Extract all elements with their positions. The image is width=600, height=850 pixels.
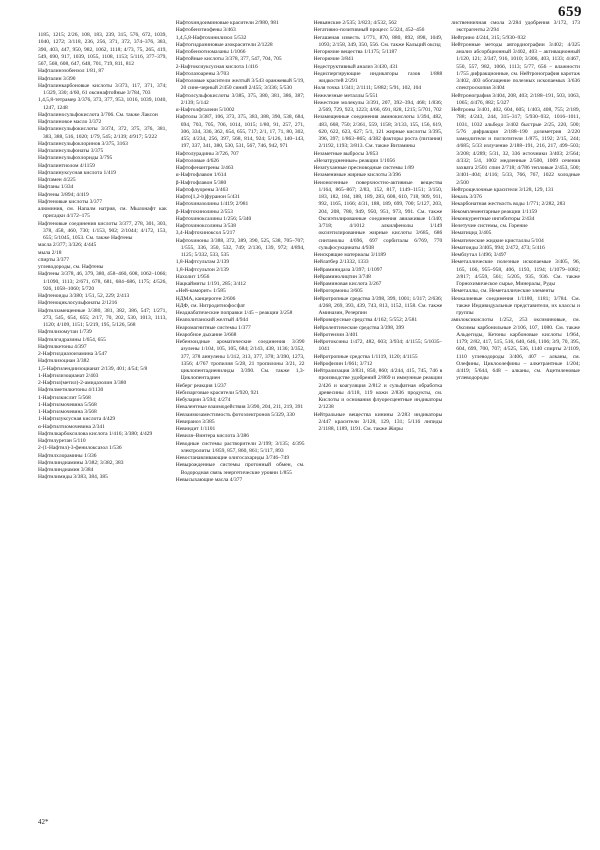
index-entry: 1-Нафтилмочевина 3/568: [38, 409, 97, 415]
index-entry: НДФ, см. Нитродитиофосфат: [175, 302, 246, 309]
index-entry: Нейротропные средства 3/398, 399, 1001; 1/317; 2/636; 4/268, 269, 393, 439, 743, 813, 1152, 1158. См. также Аминазин, Резерпин: [313, 295, 443, 316]
index-entry: Неаробное дыхание 3/668: [175, 331, 237, 338]
index-entry: Нафталинсульфохлориды 3/795: [38, 155, 113, 162]
index-entry: Неаполитанский желтый 4/944: [175, 317, 248, 324]
index-entry: Нейротоксины 1/472, 482, 603; 3/934; 4/1155; 5/1035–1041: [313, 339, 443, 353]
index-entry: Нафтеноиды 3/380; 1/51, 52, 229; 2/413: [38, 293, 130, 299]
index-entry: Нафтилзамещенные 3/380, 381, 382, 386, 547; 1/271, 273, 545, 654, 655; 2/17, 70, 202, 530, 1013, 1113, 1120; 4/109, 1151; 5/219, 195, 5/126, 568: [38, 307, 167, 328]
index-entry: Нафталинэзобензол 1/81, 87: [38, 68, 104, 75]
index-entry: Нафтохиндоиминовые красители 2/980, 981: [175, 20, 279, 26]
index-entry: Невираиоз 3/385: [175, 418, 215, 425]
index-entry: Невалентные взаимодействия 3/390, 204, 211, 219, 391: [175, 404, 304, 411]
index-entry: Некомплементарные реакции 1/1159: [451, 208, 537, 215]
index-entry: Нейтрино 4/244, 315; 5/930–932: [451, 34, 526, 41]
index-column-3: [314, 20, 443, 808]
index-entry: Нафтофлуорены 3/463: [175, 186, 229, 193]
index-entry: α-Нафтилтиомочевина 2/341: [38, 423, 105, 430]
index-entry: Нейтрализация 3/831, 850, 860; 4/244, 415, 745, 746 в производстве удобрений 2/869 и иммунные реакции 2/426 и коагуляция 2/812 и сульфатная обработка древесины 4/118, 119 кожи 2/836 продукты, см. Кислоты и основания флуоресцентные индикаторы 2/1238: [313, 368, 443, 411]
index-entry: Незатуханные пресноводные системы 1/89: [313, 165, 414, 171]
index-entry: Нейтронные методы автордиографии 3/402; 4/325 анализ абсорбционный 3/402, 403 – активационный 1/120, 121; 2/347, 916, 1010; 3/306, 403, 1133; 4/467, 550, 557, 982, 1066, 1113; 5/77, 656 – влажности 1/755 дифракционные, см. Нейтронография каротаж 3/402, 403 обогащение полезных ископаемых 3/636 спектроскопия 3/404: [451, 41, 580, 92]
index-entry: Небензоидные ароматические соединения 3/390 азулены 1/104, 105, 105, 684; 2/143, 438, 1136; 3/352, 377, 378 аннулены 1/312, 313, 377, 378; 3/390, 1273, 1356; 4/767 тропилия 5/28, 21 тропилоны 3/21, 22 циклопентадиенилиды 3/390. См. также 1,3-Циклопентадиен: [175, 339, 305, 382]
index-entry: Нафтилиндиамины 3/382; 3/382, 383: [38, 459, 124, 466]
index-entry: Невысыхающие масла 4/377: [175, 476, 243, 483]
index-entry: 1-Нафтилуксусная кислота 4/429: [38, 416, 116, 423]
index-entry: Нейраминидаза 3/397; 1/1097: [313, 266, 383, 273]
index-entry: Нейтроны 3/401, 402, 604, 605; 1/403, 408, 755; 2/189, 788; 4/243, 244, 315–317; 5/930–932, 1016–1011, 1031, 1032 альбедо 3/402 быстрые 2/25, 220, 500; 5/76 дифракция 2/188–190 дозиметрия 2/220 замедлители и поглотители 1/875, 1192; 2/15, 244; 4/685; 5/33 излучение 2/188–191, 216, 217, 499–503; 3/208; 4/289; 5/31, 32, 336 источники 3/403; 2/564; 4/332; 5/4, 1002 медленные 2/500, 1009 сечения захвата 2/501 спин 2/718; 4/786 тепловые 2/453, 500; 3/401–404; 4/116; 5/33, 766, 767, 1022 холодные 2/500: [451, 107, 580, 186]
index-entry: алюминия, см. Напалм натрия, см. Мылонафт как присадки 4/172–175: [38, 206, 167, 220]
index-entry: Нафтилимиды 3/383, 384, 385: [38, 474, 108, 481]
index-entry: Нафтеновые соединения кислоты 3/377, 278, 301, 303, 378, 458, 460, 730; 1/153, 902; 2/1044; 4/172, 153, 655; 5/1045, 1053. См. также Нафтены: [38, 220, 167, 241]
index-entry: Нафталинсульфонаты 3/375: [38, 148, 104, 154]
index-entry: 1,8-Нафтсультам 2/139: [175, 259, 230, 266]
index-entry: Нафтилгидразины 1/654, 655: [38, 336, 106, 343]
index-entry: Нафтилхлорамины 1/336: [38, 452, 97, 459]
index-entry: мыла 2/18: [38, 249, 62, 256]
index-entry: Нейрогормоны 3/605: [313, 288, 363, 295]
index-entry: Нафто[1,2-b]фуранон 5/431: [175, 194, 240, 200]
index-entry: α-Нафтофлавон 1/614: [175, 172, 227, 179]
index-entry: амилоксикислоты 1/252, 253 оксиминовые, см. Оксимы карбонильные 2/106, 107, 1080. См. также Альдегиды, Кетоны карбоновые кислоты 1/964, 1179; 2/82, 417, 515, 516, 640, 646, 1106; 3/9, 70, 395, 604, 699, 700, 707; 4/525, 536, 1140 спирты 2/1109, 1110 углеводороды 3/406, 407 – алканы, см. Олефины, Циклоолефины – алкетрантные 1/204; 4/419; 5/644, 648 – алканы, см. Ацетиленовые углеводороды: [451, 317, 580, 382]
index-entry: Неметаллы, см. Неметаллические элементы: [451, 288, 555, 295]
index-entry: β-Нафтохинолины 2/553: [175, 208, 233, 215]
index-entry: Некаль 3/376: [451, 194, 482, 200]
index-entry: Негорючие 3/841: [313, 56, 354, 63]
index-entry: Нафталиновое масло 3/372: [38, 119, 102, 125]
page-number: 659: [558, 4, 582, 20]
index-entry: 1185, 1215; 2/26, 108, 183, 239, 315, 576, 672, 1039, 1040, 1272; 3/118, 236, 256, 371, 372, 374–376, 383, 390, 403, 447, 950, 982, 1062, 1118; 4/73, 75, 265, 419, 549, 690, 917, 1039, 1055, 1108, 1153; 5/116, 377–379, 567, 568, 608, 647, 648, 701, 719, 811, 812: [38, 32, 167, 67]
index-entry: Нейлатбер 2/1332, 1333: [313, 259, 369, 266]
index-entry: Нафтилизомутан 1/739: [38, 329, 92, 336]
index-entry: Нафтогидразиновые азокрасители 2/1228: [175, 41, 273, 48]
index-entry: Неискрящие материалы 3/1189: [313, 252, 386, 258]
index-entry: Нафталинсульфоклоринов 3/375, 3163: [38, 140, 128, 147]
index-entry: Нейтральные вещества кинины 2/283 индикаторы 2/447 красители 3/128, 129, 131; 5/116 липиды 2/1188, 1189, 1191. См. также Жиры: [313, 411, 443, 432]
index-column-1: [38, 20, 167, 808]
index-entry: Недиспергирующие индикаторы газов 1/888 жидкостей 2/291: [313, 70, 443, 84]
index-entry: Нафтофенантрены 3/463: [175, 165, 234, 171]
index-entry: Негашеная известь 1/771, 870, 880, 892, 898, 1049, 1093; 2/158, 349, 350, 556. См. также Кальций оксид: [313, 34, 443, 48]
index-entry: Невзаимозаместимость фотоэлектронов 5/329, 330: [175, 411, 295, 418]
index-entry: Нафтены 3/894; 4/419: [38, 191, 89, 198]
index-entry: Нейротропные средства 1/1119, 1120; 4/1155: [313, 353, 418, 360]
index-entry: 1-Нафтилкислит 5/568: [38, 394, 91, 401]
index-entry: Нафтамен 4/225: [38, 177, 76, 183]
index-entry: Нейротензин 3/401: [313, 331, 359, 338]
index-entry: Невиндит 1/1101: [175, 426, 216, 432]
index-entry: Нафтаны 1/334: [38, 184, 74, 191]
index-entry: α-Нафтолфталеин 5/1002: [175, 107, 235, 113]
index-entry: Небизарговые красители 5/920, 921: [175, 389, 259, 396]
index-entry: Нафтохиназолины 1/419; 2/981: [175, 201, 249, 208]
index-entry: Нафтилкарбоксилова кислота 1/416; 3/380; 4/429: [38, 430, 153, 437]
index-columns: [38, 20, 580, 808]
index-entry: Нематицид 3/405: [451, 230, 492, 237]
index-entry: Неионогенные поверхностно-активные вещества 1/164, 865–867; 2/83, 152, 817, 1149–1151; 3/150, 183, 182, 184, 188, 189, 283, 608, 610, 718, 909, 911, 992, 1165, 1166; 4/31, 188, 189, 699, 700; 5/127, 203, 204, 208, 780, 949, 950, 951, 973, 991. См. также Оксиэтилированные соединения авиаживые 1/340; 3/718; 4/1012 алкилфенолы 1/149 оксиэтилированные жирные кислоты 3/685, 686 синтанолы 4/696, 697 сорбиталы 6/769, 770 сульфосукцинаты 4/938: [313, 179, 443, 251]
index-entry: Незаметные выбросы 3/853: [313, 150, 379, 157]
index-entry: Нафтилкетоны 4/397: [38, 343, 87, 350]
index-entry: Невьянские 2/535; 3/823; 4/532, 562: [313, 20, 397, 26]
index-entry: Нафтолсульфокислоты 3/385, 375, 380, 381, 386, 387; 2/139; 5/142: [175, 92, 305, 106]
index-entry: Нафтолурадины 3/726, 707: [175, 150, 239, 157]
index-entry: Немблутал 1/496; 3/497: [451, 252, 507, 258]
index-entry: Нафтилметилкетоны 4/1130: [38, 387, 104, 394]
index-entry: Нафтены 3/378, 46, 379, 380, 458–460, 608, 1062–1066; 1/1090, 1113; 2/671, 678, 681, 684–686, 1175; 4/526, 926, 1058–1060; 5/720: [38, 271, 167, 292]
index-entry: «Ней-каморит» 1/585: [175, 288, 226, 295]
index-entry: Нелетучие системы, см. Горение: [451, 223, 528, 229]
index-entry: Нематоиды 3/405, 994; 2/472, 473; 5/416: [451, 244, 545, 251]
index-entry: Нейраминолицтин 3/748: [313, 273, 371, 280]
index-entry: «Незатрудненные» реакции 1/1056: [313, 157, 395, 164]
index-entry: Нейтронография 3/404, 208, 403; 2/188–191, 503, 1063, 1065; 4/476, 882; 5/327: [451, 92, 580, 106]
index-entry: 1-Нафтилизоцианат 2/403: [38, 372, 99, 379]
index-entry: Неокалиевые соединения 1/1180, 1181; 3/784. См. также Индивидуальные представители, их классы и группы: [451, 295, 580, 316]
index-entry: Негативно-позитивный процесс 5/324, 452–456: [313, 27, 425, 34]
index-entry: Ноля точка 1/341; 2/1111; 5/882; 5/91, 102, 104: [313, 85, 422, 92]
index-entry: Нафтойные кислоты 3/378, 377, 547, 704, 705: [175, 56, 282, 63]
index-entry: Нафталинсульфокислоты 3/374, 372, 375, 376, 381, 383, 388, 516, 1020; 1/79, 545; 2/139; 4/917; 5/222: [38, 126, 167, 140]
index-entry: Нафталин 3/390: [38, 75, 76, 82]
index-entry: Нафталинкарбоновые кислоты 3/373, 117, 371, 374; 1/329, 330; 4/60, 61 оксинафтойные 3/784, 703: [38, 82, 167, 96]
index-entry: 1-Нафтилмочевина 5/568: [38, 401, 97, 408]
index-entry: Нафтобензтиофены 3/463: [175, 27, 236, 34]
index-entry: 1,5-Нафтилендиизоцианат 2/139, 401; 4/54; 5/8: [38, 365, 148, 372]
index-entry: 2-Нафтил(метил)-2-амидазолин 3/380: [38, 380, 127, 386]
index-entry: Незаменимые жирные кислоты 3/396: [313, 172, 401, 179]
index-column-2: [176, 20, 305, 808]
index-entry: Нафталинтиолом 4/1159: [38, 162, 95, 169]
index-entry: 2-Нафтоксиуксусная кислота 1/416: [175, 63, 258, 70]
index-entry: Нахолит 1/956: [175, 273, 210, 280]
index-entry: Незамещенные соединения аминокислоты 1/394, 482, 483, 668, 750; 2/361, 559, 1158; 3/133, 155, 156, 619, 620, 622, 623, 627; 5/1, 121 жирные кислоты 3/395, 396, 397; 1/863–865; 4/382 факторы роста (питания) 2/1192, 1193; 3/813. См. также Витамины: [313, 114, 443, 150]
index-entry: Нафтохиноксалины 1/256; 5/340: [175, 215, 252, 222]
index-entry: Неаромагнитные системы 1/377: [175, 324, 251, 331]
index-entry: Некарбонатная жесткость воды 1/771; 2/282, 283: [451, 201, 566, 208]
index-entry: НДМА, канцероген 2/606: [175, 295, 236, 302]
index-entry: спирты 3/377: [38, 256, 70, 263]
index-entry: 1,8-Нафтсультон 2/139: [175, 266, 229, 273]
index-entry: Нафтилиндиамин 3/384: [38, 467, 94, 473]
index-entry: Неметаллические полезные ископаемые 3/405, 96, 165, 166, 955–958, 406, 1193, 1194; 1/1079–1082; 2/817; 4/559, 561; 5/205, 935, 936. См. также Горнохимическое сырье, Минералы, Руды: [451, 259, 580, 287]
index-entry: Нафтоловые 4/626: [175, 157, 219, 164]
index-entry: Неадиабатические поправки 1/45 – реакции 3/258: [175, 310, 293, 316]
index-entry: 1,4,5,8-тетрамер 3/376, 373, 377, 953, 1016, 1039, 1040, 1247, 1248: [38, 97, 167, 111]
index-entry: углеводороды, см. Нафтены: [38, 264, 104, 270]
index-entry: Нейровирусные средства 4/162; 5/552; 2/581: [313, 317, 418, 324]
index-entry: 1,4,5,8-Нафтохинилизол 5/532: [175, 34, 247, 41]
index-entry: Нейтрощелочные красители 3/128, 129, 131: [451, 186, 554, 193]
index-entry: Нафтобензотиомазаны 1/1066: [175, 49, 246, 55]
index-entry: Нафтеноциклосульфонаты 2/1216: [38, 300, 118, 307]
index-entry: Нафтеновые кислоты 3/377: [38, 198, 103, 205]
index-entry: Нематические жидкие кристаллы 5/104: [451, 237, 544, 244]
index-entry: Нафтилуретан 5/110: [38, 438, 86, 444]
index-entry: Невырожденные системы протонный обмен, см. Водородная связь энергетические уровни 1/855: [175, 462, 305, 476]
index-entry: Негорючие вещества 1/1175; 5/1187: [313, 49, 398, 55]
index-entry: Небуларин 3/594; 4/274: [175, 397, 231, 403]
index-entry: Нежесткие молекулы 3/391, 207, 392–394, 468; 1/836; 2/569, 729, 923, 1223; 4/66, 691, 828, 1215; 5/701, 702: [313, 99, 443, 113]
index-entry: Нафталинуксусная кислота 1/419: [38, 169, 116, 176]
index-entry: Нежелезные металлы 5/551: [313, 92, 378, 99]
index-entry: Нафтолазоарены 3/703: [175, 70, 229, 77]
index-entry: Нейраминовая кислота 3/267: [313, 281, 382, 287]
index-entry: Нафтолы 3/387, 106, 373, 375, 383, 388, 390, 538, 684, 694, 703, 705, 706, 1014, 1015; 1/80, 91, 257, 271, 306, 334, 336, 362, 654, 655, 717; 2/1, 17, 71, 80, 302, 455; 4/234, 256, 397, 568, 814, 924; 5/126, 140–143, 197, 337, 341, 380, 530, 531, 567, 746, 942, 971: [175, 114, 305, 150]
index-entry: масла 2/377; 3/326; 4/445: [38, 242, 97, 249]
index-entry: Нацкаймиты 1/191, 285; 3/412: [175, 281, 246, 287]
index-entry: Неберг реакция 1/237: [175, 382, 227, 389]
index-entry: лиственничная смола 2/284 удобрения 3/172, 173 экстрагенты 2/294: [451, 20, 580, 34]
index-entry: Невиля–Винтера кислота 3/386: [175, 433, 249, 440]
index-entry: Неконкурентные ингибиторы 2/434: [451, 215, 535, 222]
index-entry: Нейролептические средства 3/398, 399: [313, 324, 405, 331]
signature-mark: 42*: [38, 818, 49, 826]
index-column-4: [451, 20, 580, 808]
index-entry: Нафтилизоциан 3/382: [38, 358, 90, 365]
index-entry: Нафтохиноксолины 3/538: [175, 223, 236, 229]
index-entry: 3,4-Нафтохиноксол 5/217: [175, 230, 236, 237]
index-entry: Нафтоловые красители желтый 3/543 оранжевый 5/19, 20 сине-черный 2/450 синий 2/455; 3/336; 5/530: [175, 78, 305, 92]
index-entry: β-Нафтофлавон 5/380: [175, 179, 227, 186]
index-entry: Невостанавливающие олигосахариды 3/746–749: [175, 455, 290, 461]
index-entry: Нафтохиноны 3/388, 372, 389, 390, 525, 538, 705–707; 1/555, 336, 350, 532, 749; 2/136, 139, 972; 4/894, 1125; 5/332, 533, 535: [175, 237, 305, 258]
index-entry: Неводные системы растворители 2/199; 3/135; 4/395 электролиты 1/859, 857, 860, 861; 5/117, 893: [175, 440, 305, 454]
index-entry: Нафталиносульфокислота 3/706. См. также Лаксон: [38, 111, 158, 118]
index-entry: Нейрофизин 1/661; 3/712: [313, 360, 373, 367]
index-entry: 2-(1-Нафтил)-3-фенилоксазол 1/536: [38, 445, 122, 452]
index-entry: Недеструктивный анализ 3/430, 431: [313, 63, 398, 70]
index-entry: 2-Нафтилдиазоизамина 3/547: [38, 351, 107, 357]
